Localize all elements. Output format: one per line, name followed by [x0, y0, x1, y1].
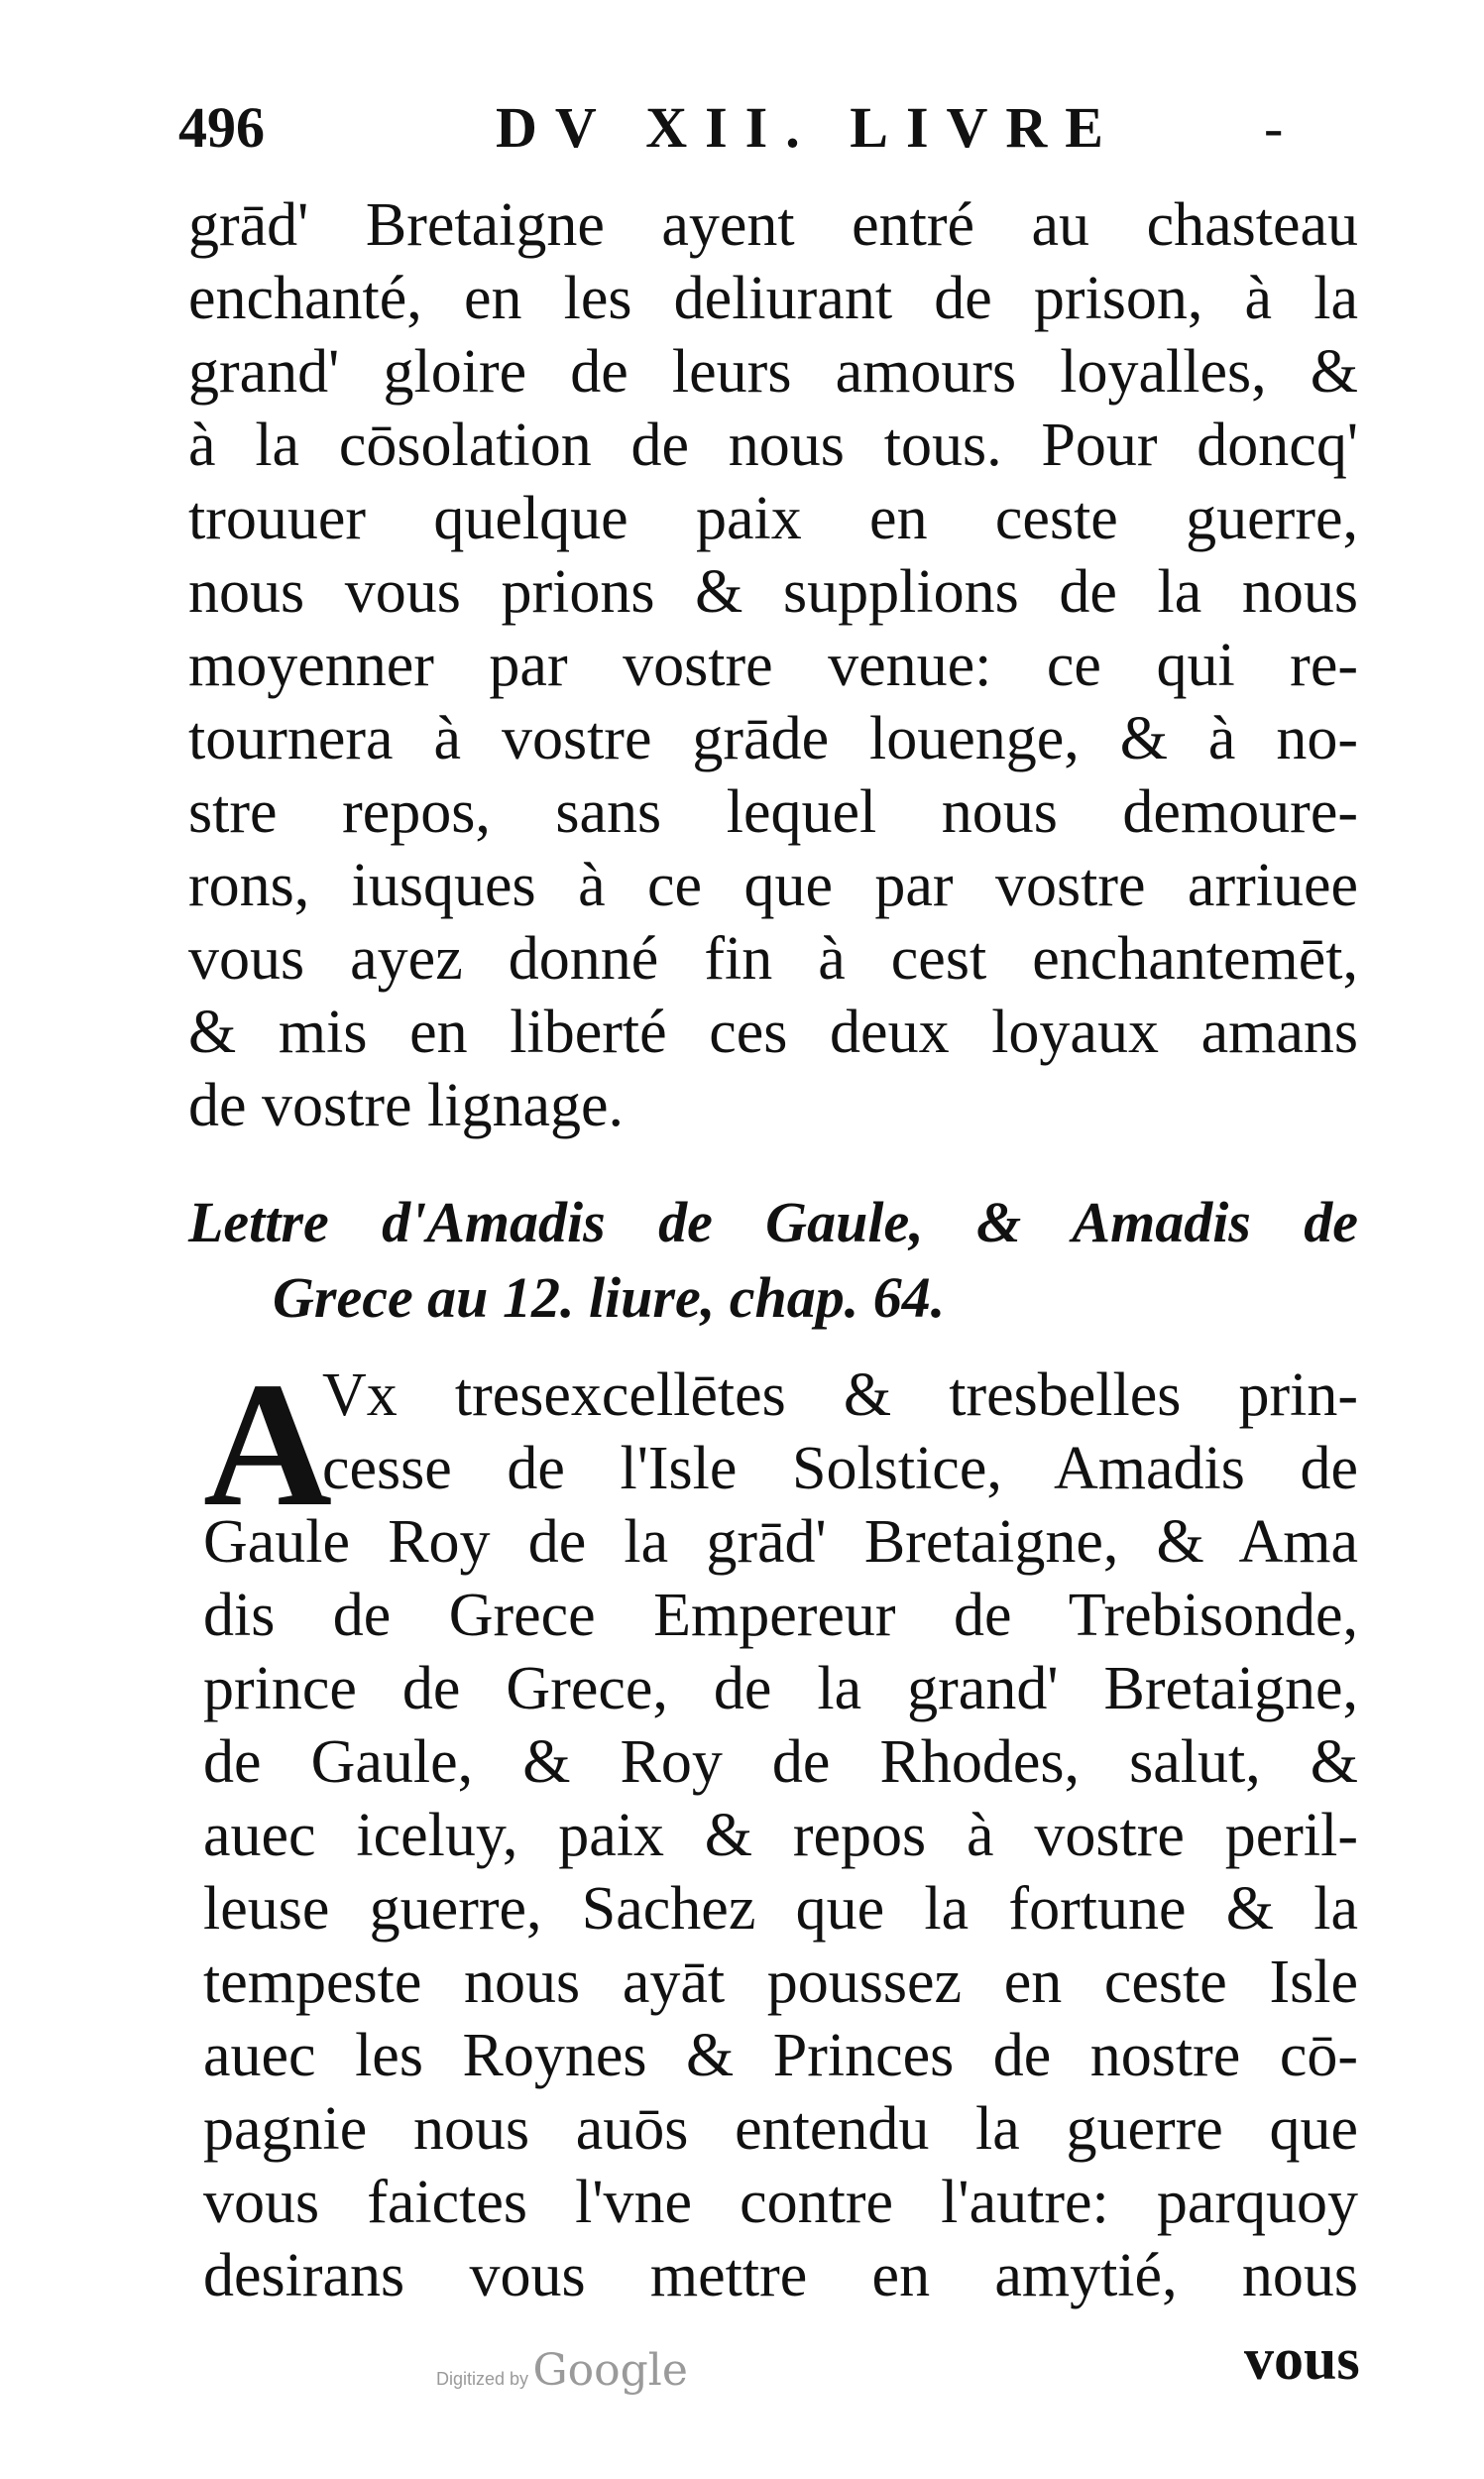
text-line: & mis en liberté ces deux loyaux amans: [188, 999, 1358, 1066]
text-line: tournera à vostre grāde louenge, & à no-: [188, 705, 1358, 772]
running-title: DV XII. LIVRE: [496, 95, 1121, 160]
digitized-watermark: [436, 2345, 688, 2396]
letter-line: pagnie nous auōs entendu la guerre que: [203, 2095, 1358, 2163]
letter-body: [203, 1346, 1358, 2312]
text-line: stre repos, sans lequel nous demoure-: [188, 778, 1358, 846]
watermark-prefix: Digitized by: [436, 2369, 529, 2389]
letter-line: auec les Roynes & Princes de nostre cō-: [203, 2022, 1358, 2089]
text-line: nous vous prions & supplions de la nous: [188, 558, 1358, 626]
drop-cap: A: [203, 1346, 332, 1543]
text-line: grād' Bretaigne ayent entré au chasteau: [188, 191, 1358, 259]
letter-line: de Gaule, & Roy de Rhodes, salut, &: [203, 1728, 1358, 1796]
letter-line: auec iceluy, paix & repos à vostre peril-: [203, 1802, 1358, 1869]
heading-line: Grece au 12. liure, chap. 64.: [273, 1265, 946, 1330]
text-line: vous ayez donné fin à cest enchantemēt,: [188, 925, 1358, 993]
page-header: [178, 94, 1368, 174]
text-line: trouuer quelque paix en ceste guerre,: [188, 485, 1358, 552]
heading-line: Lettre d'Amadis de Gaule, & Amadis de: [188, 1190, 1358, 1254]
text-line: enchanté, en les deliurant de prison, à la: [188, 265, 1358, 332]
letter-line: desirans vous mettre en amytié, nous: [203, 2242, 1358, 2309]
watermark-brand: Google: [532, 2345, 688, 2396]
letter-heading: [188, 1185, 1358, 1336]
letter-line: cesse de l'Isle Solstice, Amadis de: [322, 1435, 1358, 1502]
letter-line: Vx tresexcellētes & tresbelles prin-: [322, 1361, 1358, 1429]
letter-line: prince de Grece, de la grand' Bretaigne,: [203, 1655, 1358, 1722]
letter-line: vous faictes l'vne contre l'autre: parquoy: [203, 2169, 1358, 2236]
letter-line: leuse guerre, Sachez que la fortune & la: [203, 1875, 1358, 1943]
page-number: 496: [178, 95, 265, 160]
text-line: rons, iusques à ce que par vostre arriuee: [188, 852, 1358, 919]
text-line: à la cōsolation de nous tous. Pour doncq': [188, 412, 1358, 479]
paragraph-continuation: [188, 188, 1358, 1142]
catchword: vous: [1244, 2326, 1360, 2392]
text-line: grand' gloire de leurs amours loyalles, &: [188, 338, 1358, 406]
header-dash: -: [1264, 95, 1284, 160]
letter-line: tempeste nous ayāt poussez en ceste Isle: [203, 1948, 1358, 2016]
letter-line: dis de Grece Empereur de Trebisonde,: [203, 1582, 1358, 1649]
letter-line: Gaule Roy de la grād' Bretaigne, & Ama: [203, 1508, 1358, 1576]
text-line: moyenner par vostre venue: ce qui re-: [188, 632, 1358, 699]
text-line: de vostre lignage.: [188, 1072, 625, 1139]
